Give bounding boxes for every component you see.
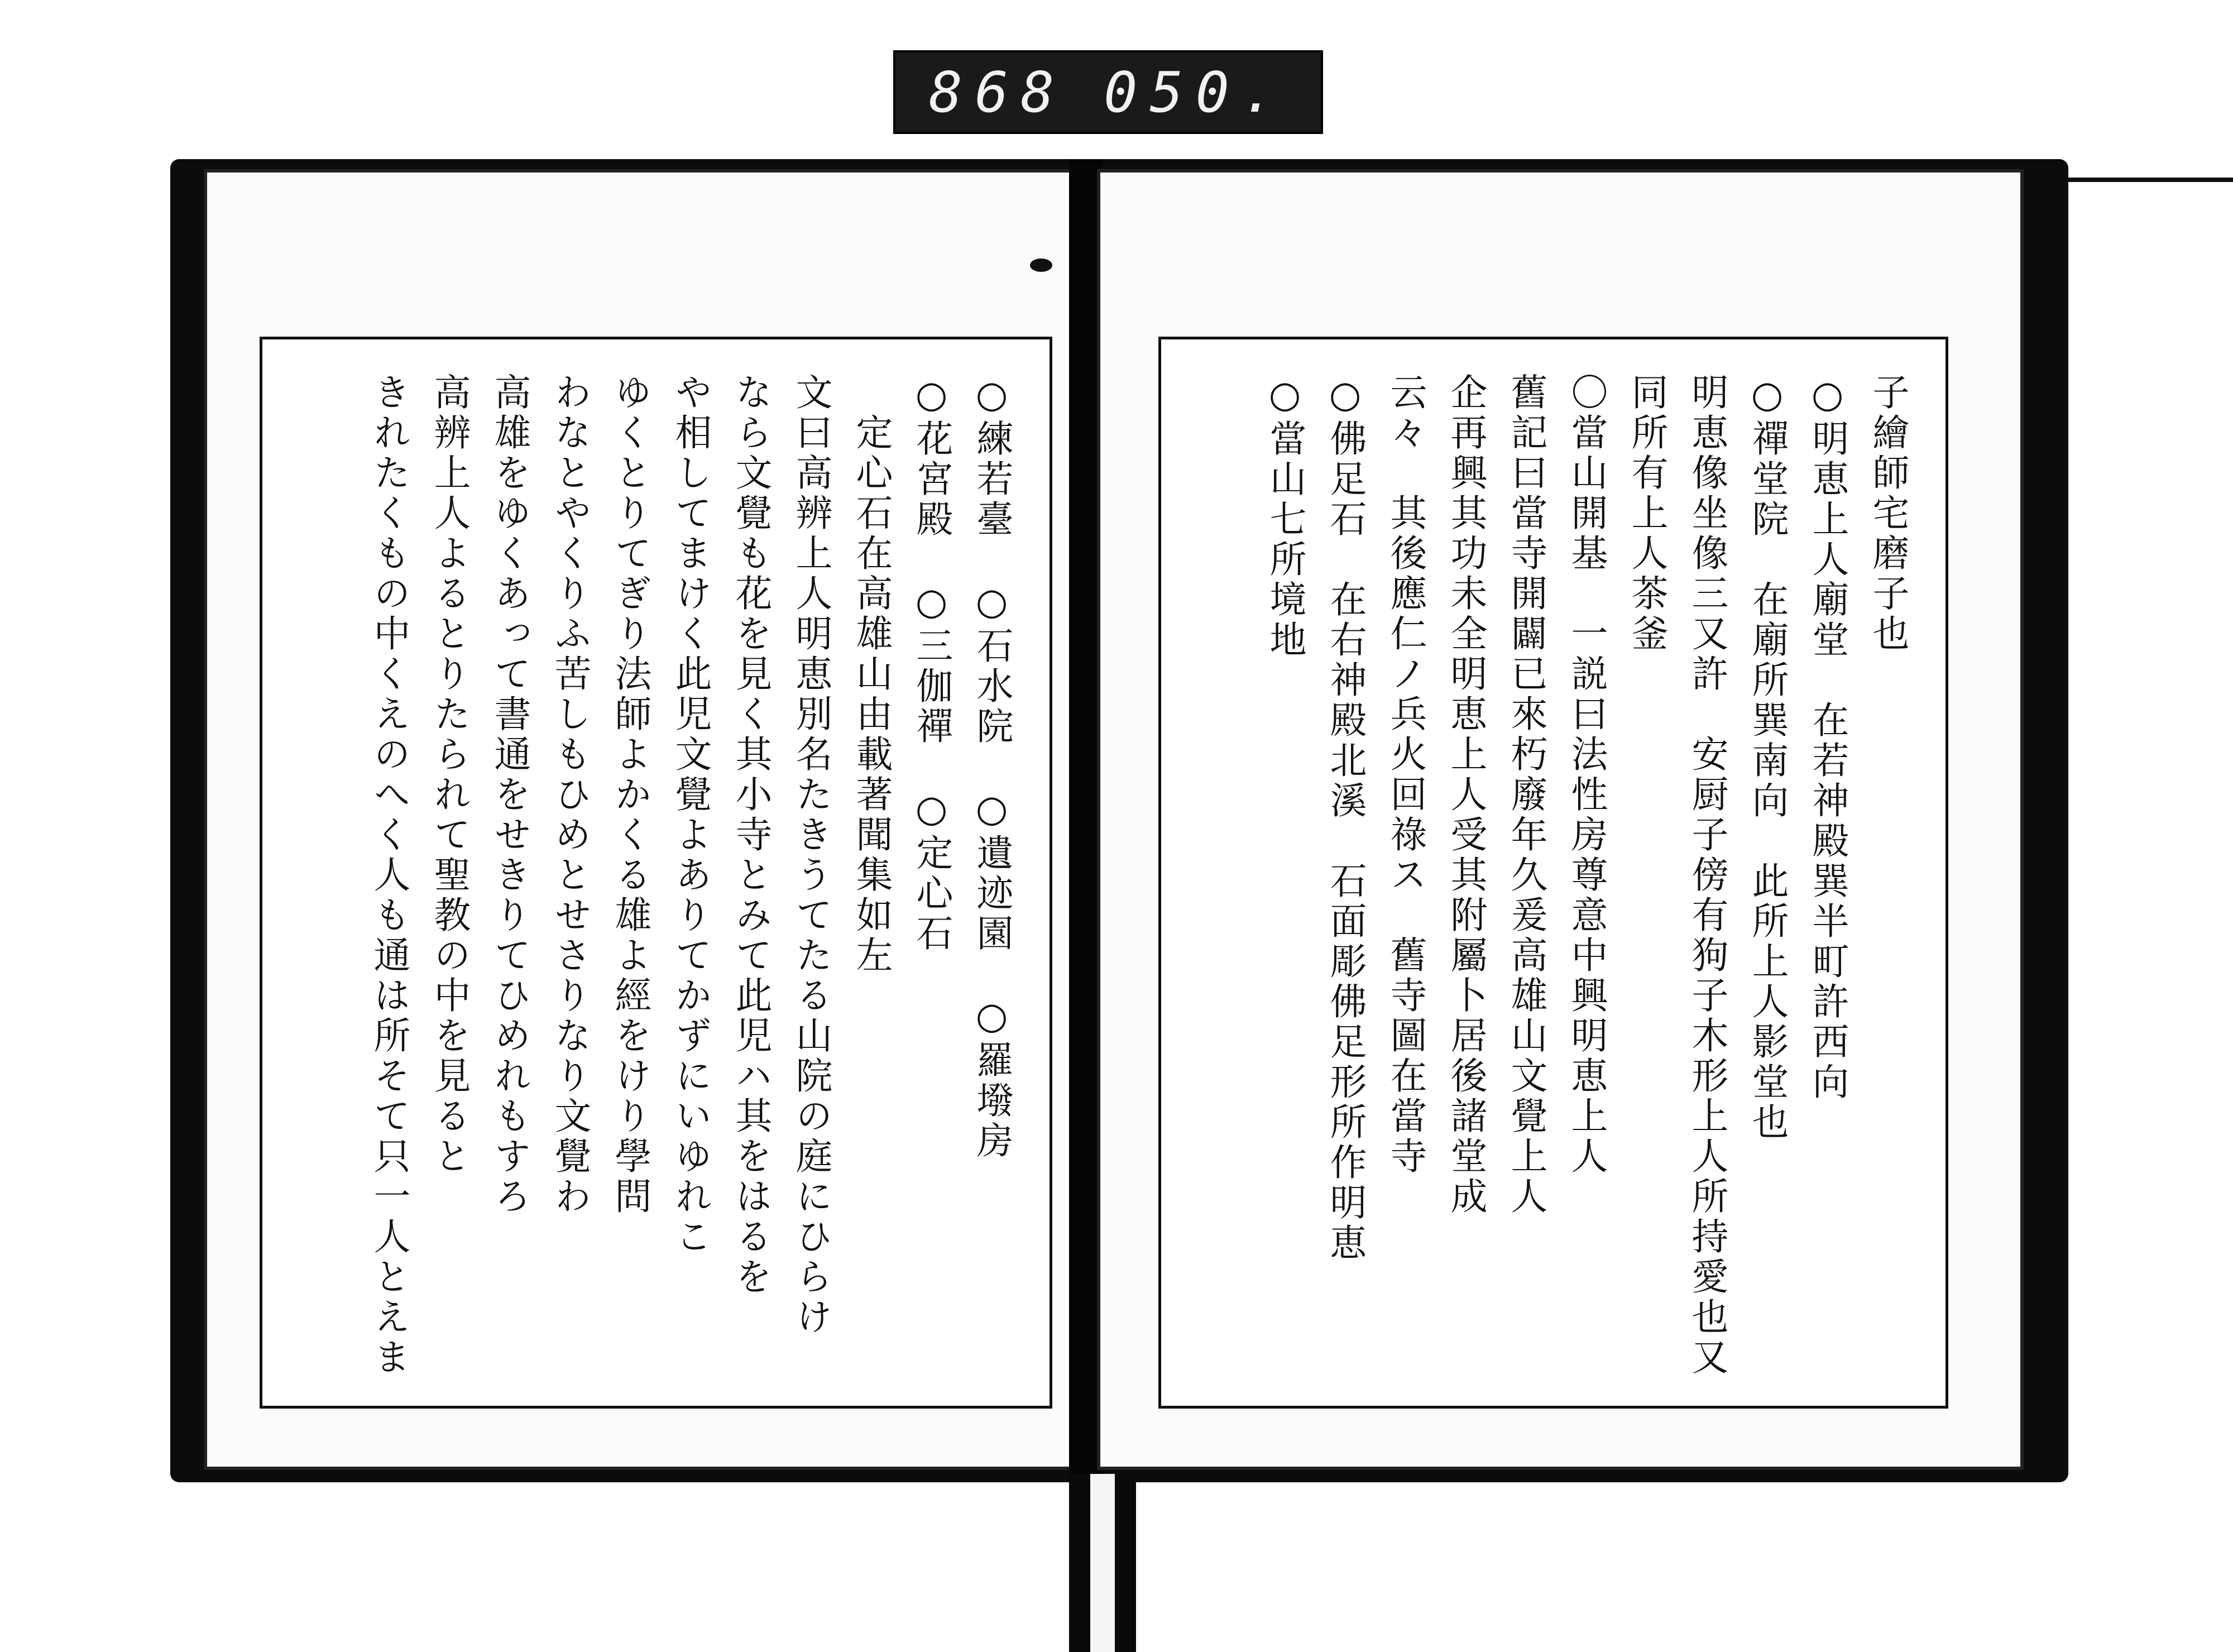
right-page (1097, 169, 2024, 1470)
text-line: 明恵像坐像三又許 安厨子傍有狗子木形上人所持愛也又 (1685, 373, 1728, 1378)
reel-number: 868 (929, 59, 1067, 125)
film-reel-label (893, 50, 1323, 134)
left-page-text-frame (260, 337, 1052, 1409)
text-line: ○當山七所境地 (1263, 373, 1306, 660)
text-line: 企再興其功未全明恵上人受其附屬卜居後諸堂成 (1444, 373, 1487, 1217)
text-line: 同所有上人茶釜 (1625, 373, 1668, 654)
text-line: 云々 其後應仁ノ兵火回祿ス 舊寺圖在當寺 (1384, 373, 1427, 1177)
text-line: 舊記曰當寺開闢已來朽廢年久爰高雄山文覺上人 (1504, 373, 1547, 1217)
text-line: や相してまけく此児文覺よありてかずにいゆれこ (669, 373, 712, 1257)
text-line: ○佛足石 在右神殿北溪 石面彫佛足形所作明恵 (1324, 373, 1367, 1263)
right-page-text (1189, 373, 1918, 1383)
text-line: 定心石在高雄山由載著聞集如左 (850, 373, 893, 976)
text-line: きれたくもの中くえのへく人も通は所そて只一人とえま (367, 373, 410, 1378)
text-line: ○明恵上人廟堂 在若神殿巽半町許西向 (1806, 373, 1849, 1103)
text-line: ○禪堂院 在廟所巽南向 此所上人影堂也 (1746, 373, 1789, 1143)
gutter-shadow (1069, 1474, 1136, 1652)
text-line: 子繪師宅磨子也 (1866, 373, 1909, 654)
text-line: 高雄をゆくあって書通をせきりてひめれもすろ (488, 373, 531, 1217)
frame-number: 050. (1104, 59, 1287, 125)
text-line: 高辨上人よるとりたられて聖教の中を見ると (428, 373, 471, 1177)
text-line: 〇當山開基 一説曰法性房尊意中興明恵上人 (1565, 373, 1608, 1177)
text-line: 文曰高辨上人明恵別名たきうてたる山院の庭にひらけ (789, 373, 832, 1338)
text-line: ○花宮殿 ○三伽禪 ○定心石 (910, 373, 953, 954)
right-page-text-frame (1158, 337, 1948, 1409)
left-page (204, 169, 1080, 1470)
ink-spot (1030, 258, 1052, 272)
open-book (170, 159, 2068, 1482)
left-page-text (290, 373, 1022, 1383)
text-line: なら文覺も花を見く其小寺とみて此児ハ其をはるを (729, 373, 772, 1297)
text-line: わなとやくりふ苦しもひめとせさりなり文覺わ (548, 373, 591, 1217)
text-line: ゆくとりてぎり法師よかくる雄よ經をけり學問 (608, 373, 651, 1217)
text-line: ○練若臺 ○石水院 ○遺迹園 ○羅墢房 (970, 373, 1013, 1161)
